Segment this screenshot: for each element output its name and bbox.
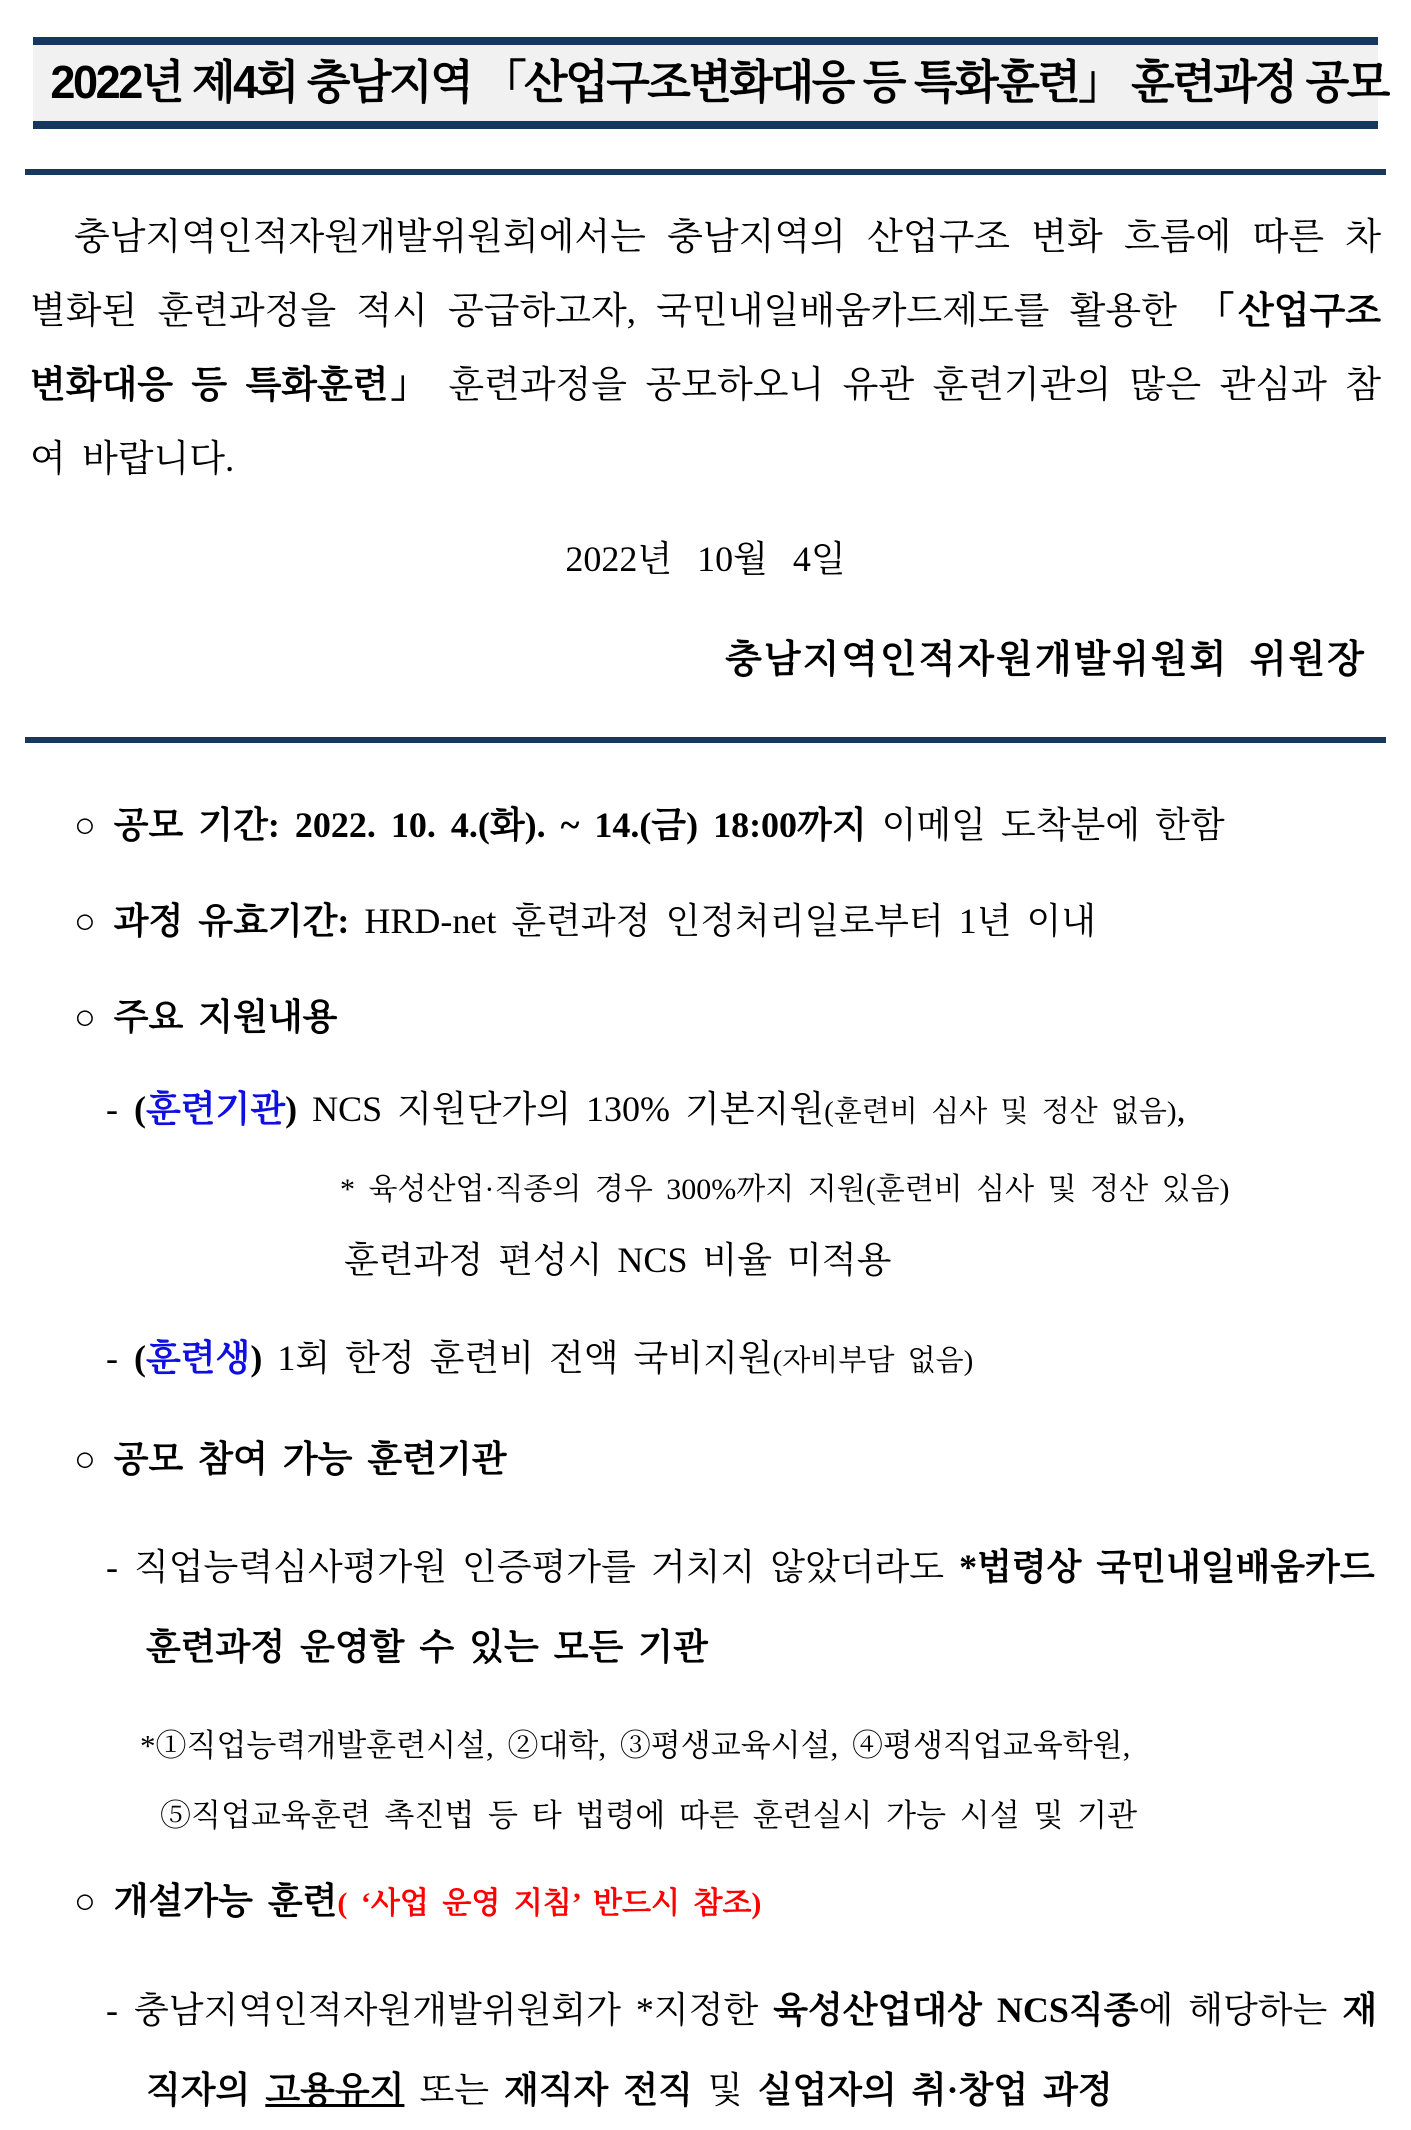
paren-open: ( <box>134 1089 146 1129</box>
application-period-label: 공모 기간: 2022. 10. 4.(화). ~ 14.(금) 18:00까지 <box>113 805 867 845</box>
guideline-reference-note: ( ‘사업 운영 지침’ 반드시 참조) <box>337 1887 762 1920</box>
trainee-label: 훈련생 <box>146 1338 251 1378</box>
dash-bullet-icon: - <box>106 1089 118 1129</box>
training-institution-label: 훈련기관 <box>146 1089 286 1129</box>
training-institution-comma: , <box>1176 1089 1186 1129</box>
target-courses-ncs: 육성산업대상 NCS직종 <box>773 1990 1139 2030</box>
paren-close: ) <box>285 1089 298 1129</box>
target-courses-unemployed: 실업자의 취·창업 과정 <box>757 2070 1113 2110</box>
circle-bullet-icon: ○ <box>74 805 96 845</box>
divider-body <box>25 737 1386 743</box>
course-validity-note: HRD-net 훈련과정 인정처리일로부터 1년 이내 <box>349 901 1097 941</box>
target-courses-t3: 또는 <box>404 2070 504 2110</box>
bullet-eligible-institutions <box>28 1435 1383 1483</box>
signature-chairman: 충남지역인적자원개발위원회 위원장 <box>725 639 1366 681</box>
course-validity-label: 과정 유효기간: <box>113 901 350 941</box>
announcement-body <box>28 801 1383 2130</box>
eligible-institutions-label: 공모 참여 가능 훈련기관 <box>113 1439 507 1479</box>
target-courses-job-change: 재직자 전직 <box>504 2070 693 2110</box>
main-support-label: 주요 지원내용 <box>113 997 338 1037</box>
note-institution-types-1: *①직업능력개발훈련시설, ②대학, ③평생교육시설, ④평생직업교육학원, <box>140 1728 1131 1763</box>
bullet-application-period <box>28 801 1383 849</box>
training-institution-small-note: (훈련비 심사 및 정산 없음) <box>824 1096 1177 1128</box>
note-fostered-industry: * 육성산업·직종의 경우 300%까지 지원(훈련비 심사 및 정산 있음) <box>340 1173 1230 1206</box>
target-courses-t4: 및 <box>692 2070 758 2110</box>
eligibility-normal-text: 직업능력심사평가원 인증평가를 거치지 않았더라도 <box>134 1547 960 1587</box>
eligibility-bold-text: *법령상 국민내일배움카드 훈련과정 운영할 수 있는 모든 기관 <box>146 1547 1375 1667</box>
divider-top <box>25 169 1386 175</box>
bullet-main-support <box>28 993 1383 1041</box>
intro-lead: 충남지역인적자원개발위원회에서는 충남지역의 산업구조 변화 흐름에 따른 차별화된 훈련과정을 적시 공급하고자, 국민내일배움카드제도를 활용한 <box>30 217 1381 332</box>
target-courses-incumbent: 재직자의 <box>146 1990 1378 2110</box>
intro-program-name: 「산업구조변화대응 등 특화훈련」 <box>30 291 1381 406</box>
target-courses-t1: 충남지역인적자원개발위원회가 *지정한 <box>134 1990 774 2030</box>
available-training-label: 개설가능 훈련 <box>113 1881 338 1921</box>
announcement-date: 2022년 10월 4일 <box>565 539 846 579</box>
page-title: 2022년 제4회 충남지역 「산업구조변화대응 등 특화훈련」 훈련과정 공모 <box>50 56 1388 108</box>
intro-tail: 훈련과정을 공모하오니 유관 훈련기관의 많은 관심과 참여 바랍니다. <box>30 365 1381 480</box>
paren-open: ( <box>134 1338 146 1378</box>
dash-bullet-icon: - <box>106 1990 118 2030</box>
bullet-course-validity <box>28 897 1383 945</box>
dash-bullet-icon: - <box>106 1338 118 1378</box>
trainee-small-note: (자비부담 없음) <box>772 1345 974 1377</box>
paren-close: ) <box>250 1338 263 1378</box>
circle-bullet-icon: ○ <box>74 1881 96 1921</box>
document-page <box>0 37 1411 2110</box>
circle-bullet-icon: ○ <box>74 997 96 1037</box>
sub-item-training-institution <box>28 1085 1383 1136</box>
trainee-support: 1회 한정 훈련비 전액 국비지원 <box>262 1338 773 1378</box>
target-courses-t2: 에 해당하는 <box>1138 1990 1343 2030</box>
sub-item-target-courses <box>28 1970 1383 2130</box>
circle-bullet-icon: ○ <box>74 1439 96 1479</box>
circle-bullet-icon: ○ <box>74 901 96 941</box>
note-ncs-ratio: 훈련과정 편성시 NCS 비율 미적용 <box>344 1240 892 1280</box>
sub-item-eligibility-detail <box>28 1527 1383 1687</box>
note-institution-types-2: ⑤직업교육훈련 촉진법 등 타 법령에 따른 훈련실시 가능 시설 및 기관 <box>160 1798 1138 1833</box>
target-courses-employment-retention: 고용유지 <box>265 2070 405 2110</box>
sub-item-trainee <box>28 1334 1383 1385</box>
intro-paragraph <box>30 201 1381 497</box>
training-institution-support: NCS 지원단가의 130% 기본지원 <box>297 1089 825 1129</box>
title-banner <box>33 37 1388 129</box>
dash-bullet-icon: - <box>106 1547 118 1587</box>
application-period-note: 이메일 도착분에 한함 <box>866 805 1225 845</box>
bullet-available-training <box>28 1877 1383 1928</box>
